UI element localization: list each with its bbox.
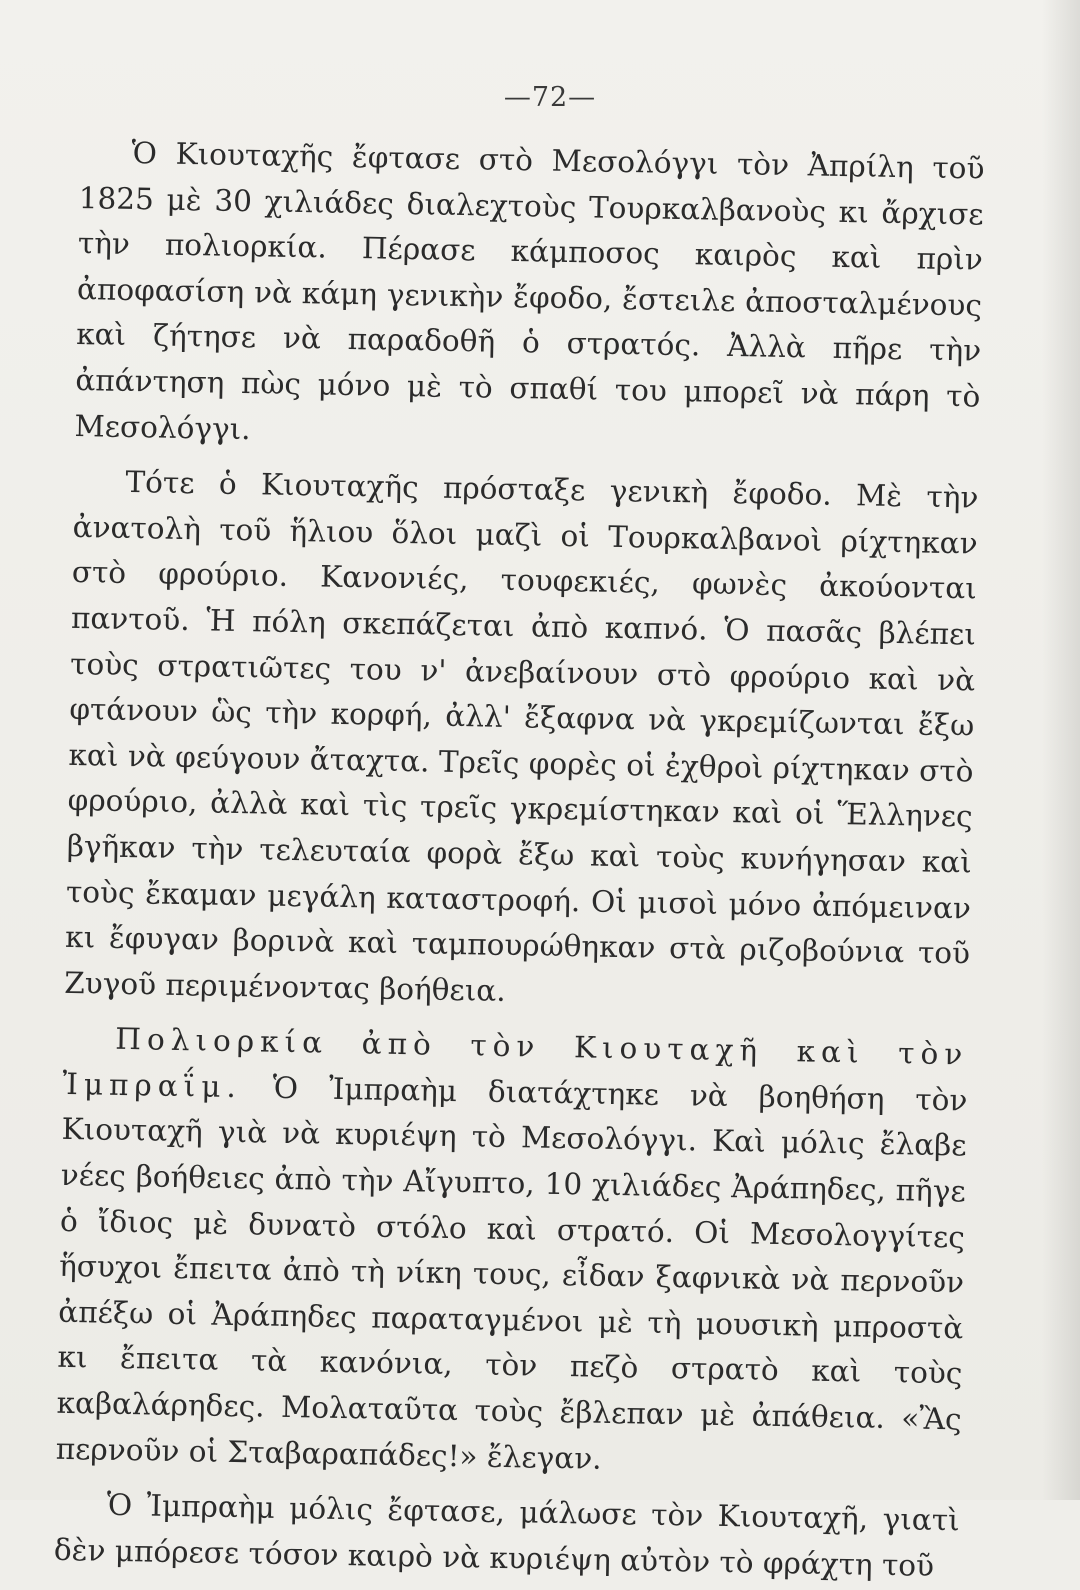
paragraph-1: Ὁ Κιουταχῆς ἔφτασε στὸ Μεσολόγγι τὸν Ἀπρίλη τοῦ 1825 μὲ 30 χιλιάδες διαλεχτοὺς Τουρκαλβανοὺς κι ἄρχισε τὴν πολιορκία. Πέρασε κάμποσος καιρὸς καὶ πρὶν ἀποφασίση νὰ κάμη γενικὴν ἔφοδο, ἔστειλε ἀποσταλμένους καὶ ζήτησε νὰ παραδοθῆ ὁ στρατός. Ἀλλὰ πῆρε τὴν ἀπάντηση πὼς μόνο μὲ τὸ σπαθί του μπορεῖ νὰ πάρη τὸ Μεσολόγγι. xyxy=(74,135,985,446)
section-heading-inline: Πολιορκία ἀπὸ τὸν Κιουταχῆ καὶ τὸν Ἰμπραΐμ. xyxy=(62,1022,969,1104)
paragraph-4: Ὁ Ἰμπραὴμ μόλις ἔφτασε, μάλωσε τὸν Κιουταχῆ, γιατὶ δὲν μπόρεσε τόσον καιρὸ νὰ κυριέψη αὐτὸν τὸ φράχτη τοῦ xyxy=(53,1487,960,1583)
paragraph-3-text: Ὁ Ἰμπραὴμ διατάχτηκε νὰ βοηθήση τὸν Κιουταχῆ γιὰ νὰ κυριέψη τὸ Μεσολόγγι. Καὶ μόλις ἔλαβε νέες βοήθειες ἀπὸ τὴν Αἴγυπτο, 10 χιλιάδες Ἀράπηδες, πῆγε ὁ ἴδιος μὲ δυνατὸ στόλο καὶ στρατό. Οἱ Μεσολογγίτες ἥσυχοι ἔπειτα ἀπὸ τὴ νίκη τους, εἶδαν ξαφνικὰ νὰ περνοῦν ἀπέξω οἱ Ἀράπηδες παραταγμένοι μὲ τὴ μουσικὴ μπροστὰ κι ἔπειτα τὰ κανόνια, τὸν πεζὸ στρατὸ καὶ τοὺς καβαλάρηδες. Μολαταῦτα τοὺς ἔβλεπαν μὲ ἀπάθεια. «Ἂς περνοῦν οἱ Σταβαραπάδες!» ἔλεγαν. xyxy=(55,1070,968,1476)
page-fold-shadow xyxy=(1042,0,1080,1500)
paragraph-2: Τότε ὁ Κιουταχῆς πρόσταξε γενικὴ ἔφοδο. Μὲ τὴν ἀνατολὴ τοῦ ἥλιου ὅλοι μαζὶ οἱ Τουρκαλβανοὶ ρίχτηκαν στὸ φρούριο. Κανονιές, τουφεκιές, φωνὲς ἀκούονται παντοῦ. Ἡ πόλη σκεπάζεται ἀπὸ καπνό. Ὁ πασᾶς βλέπει τοὺς στρατιῶτες του ν' ἀνεβαίνουν στὸ φρούριο καὶ νὰ φτάνουν ὣς τὴν κορφή, ἀλλ' ἔξαφνα νὰ γκρεμίζωνται ἔξω καὶ νὰ φεύγουν ἄταχτα. Τρεῖς φορὲς οἱ ἐχθροὶ ρίχτηκαν στὸ φρούριο, ἀλλὰ καὶ τὶς τρεῖς γκρεμίστηκαν καὶ οἱ Ἕλληνες βγῆκαν τὴν τελευταία φορὰ ἔξω καὶ τοὺς κυνήγησαν καὶ τοὺς ἔκαμαν μεγάλη καταστροφή. Οἱ μισοὶ μόνο ἀπόμειναν κι ἔφυγαν βορινὰ καὶ ταμπουρώθηκαν στὰ ριζοβούνια τοῦ Ζυγοῦ περιμένοντας βοήθεια. xyxy=(64,465,979,1008)
page-number: —72— xyxy=(503,82,597,113)
main-text-block xyxy=(54,130,985,1590)
paragraph-3 xyxy=(55,1016,968,1488)
